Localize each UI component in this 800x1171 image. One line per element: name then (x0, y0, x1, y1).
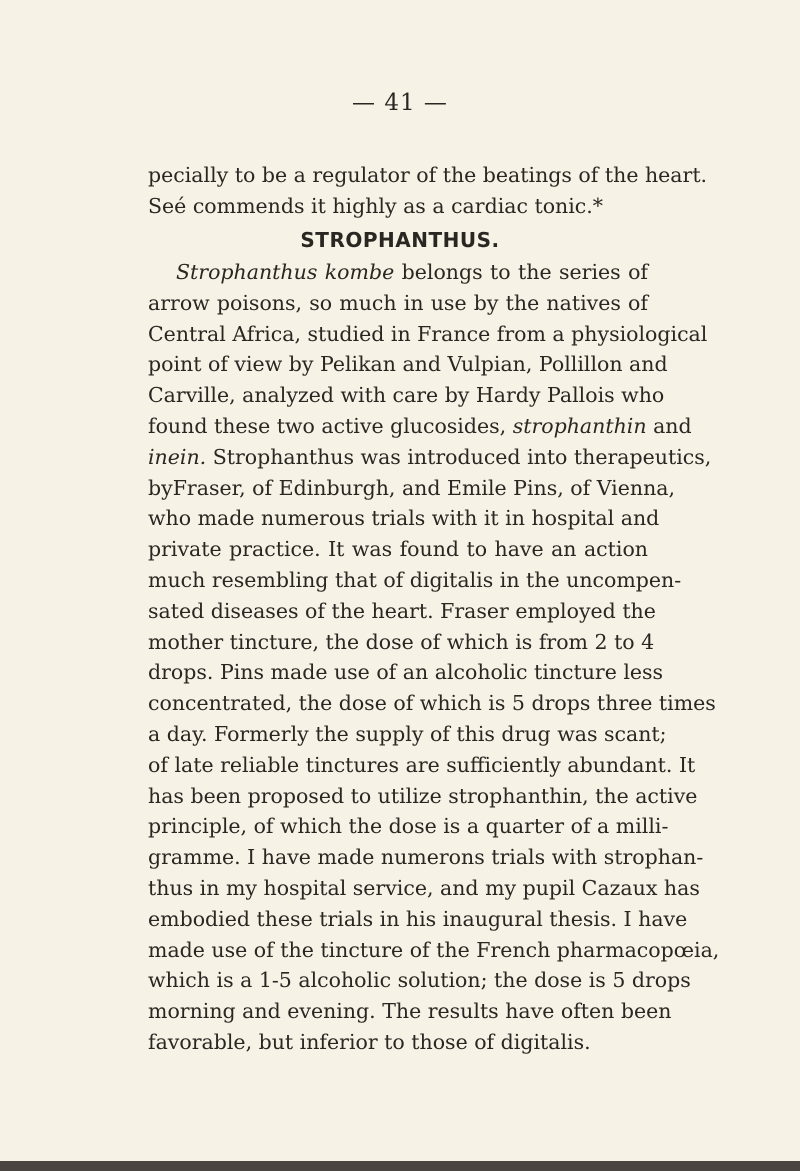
italic-term: strophanthin (512, 413, 647, 438)
text-line: point of view by Pelikan and Vulpian, Pollillon and (148, 352, 668, 377)
text-line: much resembling that of digitalis in the uncompen- (148, 567, 682, 592)
italic-term: Strophanthus kombe (176, 260, 395, 284)
text-line: morning and evening. The results have often been (148, 999, 672, 1024)
text-line: of late reliable tinctures are sufficiently abundant. It (148, 752, 696, 777)
text-segment: Strophanthus was introduced into therapeutics, (206, 444, 712, 469)
text-line: private practice. It was found to have an action (148, 537, 648, 562)
text-line (148, 257, 648, 288)
text-line: principle, of which the dose is a quarter of a milli- (148, 814, 669, 839)
text-line: drops. Pins made use of an alcoholic tincture less (148, 660, 664, 685)
text-line: has been proposed to utilize strophanthin, the active (148, 783, 698, 808)
text-line: favorable, but inferior to those of digitalis. (148, 1029, 591, 1054)
text-segment: belongs to the series of (394, 260, 649, 284)
text-line: thus in my hospital service, and my pupil Cazaux has (148, 875, 700, 900)
text-line: which is a 1-5 alcoholic solution; the dose is 5 drops (148, 968, 691, 993)
text-segment: and (646, 413, 692, 438)
text-line: Central Africa, studied in France from a physiological (148, 321, 708, 346)
text-line: gramme. I have made numerons trials with strophan- (148, 845, 704, 870)
text-line: byFraser, of Edinburgh, and Emile Pins, of Vienna, (148, 475, 676, 500)
body-paragraph (148, 257, 720, 1058)
italic-term: inein. (148, 444, 207, 469)
text-line: concentrated, the dose of which is 5 drops three times (148, 691, 716, 716)
text-line: mother tincture, the dose of which is from 2 to 4 (148, 629, 655, 654)
intro-paragraph (148, 160, 708, 222)
page-number: — 41 — (352, 90, 448, 116)
text-line: pecially to be a regulator of the beatings of the heart. (148, 163, 708, 187)
text-line (148, 411, 692, 442)
text-line: made use of the tincture of the French pharmacopœia, (148, 937, 720, 962)
text-segment: found these two active glucosides, (148, 413, 513, 438)
text-line: Seé commends it highly as a cardiac tonic.* (148, 193, 604, 218)
text-line: a day. Formerly the supply of this drug was scant; (148, 721, 667, 746)
section-heading: STROPHANTHUS. (300, 228, 500, 252)
text-line: Carville, analyzed with care by Hardy Pallois who (148, 383, 665, 408)
text-line: who made numerous trials with it in hospital and (148, 506, 660, 531)
text-line: embodied these trials in his inaugural thesis. I have (148, 906, 688, 931)
text-line: sated diseases of the heart. Fraser employed the (148, 598, 656, 623)
page-bottom-edge (0, 1161, 800, 1171)
text-line (148, 442, 712, 473)
text-line: arrow poisons, so much in use by the natives of (148, 290, 648, 315)
